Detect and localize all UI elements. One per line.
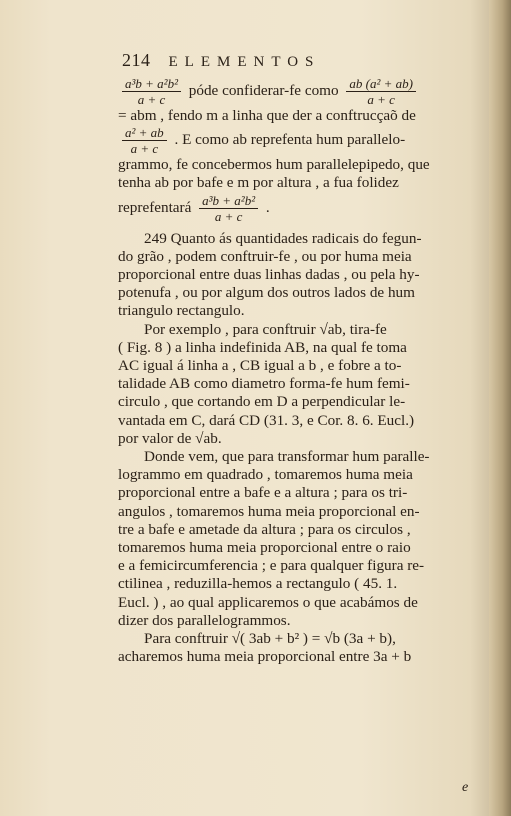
text-line: logrammo em quadrado , tomaremos huma meia — [118, 466, 413, 484]
running-title: ELEMENTOS — [168, 54, 321, 70]
text-line: dizer dos parallelogrammos. — [118, 611, 291, 629]
text-line: vantada em C, dará CD (31. 3, e Cor. 8. 6. Eucl.) — [118, 411, 415, 429]
fraction-2: $\frac{\text{ab (a² + ab)}}{a + c}$ — [346, 76, 416, 107]
text-line: grammo, fe concebermos hum parallelepipedo, que — [118, 156, 430, 174]
page-header — [122, 50, 484, 72]
text-line: potenufa , ou por algum dos outros lados de hum — [118, 284, 415, 302]
paragraph-exemplo: Por exemplo , para conftruir √ab, tira-fe — [144, 320, 387, 338]
text-line: angulos , tomaremos huma meia proporcional en- — [118, 502, 420, 520]
text-line: ctilinea , reduzilla-hemos a rectangulo ( 45. 1. — [118, 575, 398, 593]
page-number: 214 — [122, 50, 151, 70]
page-body — [118, 76, 482, 666]
page-gutter-shadow — [489, 0, 511, 816]
text-line: acharemos huma meia proporcional entre 3a + b — [118, 648, 412, 666]
paragraph-donde: Donde vem, que para transformar hum paralle- — [144, 448, 430, 466]
catchword: e — [462, 780, 469, 795]
paragraph-construir: Para conftruir √( 3ab + b² ) = √b (3a + b), — [144, 630, 396, 648]
formula-line-3: reprefentará $\frac{\text{a³b + a²b²}}{a + c}$ . — [118, 192, 270, 224]
text-line: proporcional entre duas linhas dadas , ou pela hy- — [118, 266, 420, 284]
text-line: triangulo rectangulo. — [118, 302, 245, 320]
fraction-1: $\frac{\text{a³b + a²b²}}{a + c}$ — [122, 76, 181, 107]
paragraph-249: 249 Quanto ás quantidades radicais do fegun- — [144, 229, 422, 247]
formula-line-1: $\frac{\text{a³b + a²b²}}{a + c}$ póde confiderar-fe como $\frac{\text{ab (a² + ab)}}{a + c}$ — [118, 76, 482, 107]
fraction-3: $\frac{\text{a² + ab}}{a + c}$ — [122, 125, 167, 156]
text-line: Eucl. ) , ao qual applicaremos o que acabámos de — [118, 593, 418, 611]
text-line: tre a bafe e ametade da altura ; para os circulos , — [118, 520, 411, 538]
text-line: do grão , podem conftruir-fe , ou por huma meia — [118, 247, 412, 265]
formula-line-2: $\frac{\text{a² + ab}}{a + c}$ . E como ab reprefenta hum parallelo- — [118, 125, 482, 156]
fraction-4: $\frac{\text{a³b + a²b²}}{a + c}$ — [199, 193, 258, 224]
text-line: ( Fig. 8 ) a linha indefinida AB, na qual fe toma — [118, 338, 407, 356]
text-line: = abm , fendo m a linha que der a conftrucçaõ de — [118, 107, 416, 124]
text-line: AC igual á linha a , CB igual a b , e fobre a to- — [118, 357, 402, 375]
text-line: por valor de √ab. — [118, 429, 222, 447]
text-line: e a femicircumferencia ; e para qualquer figura re- — [118, 557, 425, 575]
text-line: tomaremos huma meia proporcional entre o raio — [118, 539, 411, 557]
text-line: talidade AB como diametro forma-fe hum femi- — [118, 375, 410, 393]
text-line: circulo , que cortando em D a perpendicular le- — [118, 393, 406, 411]
text-line: proporcional entre a bafe e a altura ; para os tri- — [118, 484, 408, 502]
text-line: tenha ab por bafe e m por altura , a fua folidez — [118, 174, 399, 192]
